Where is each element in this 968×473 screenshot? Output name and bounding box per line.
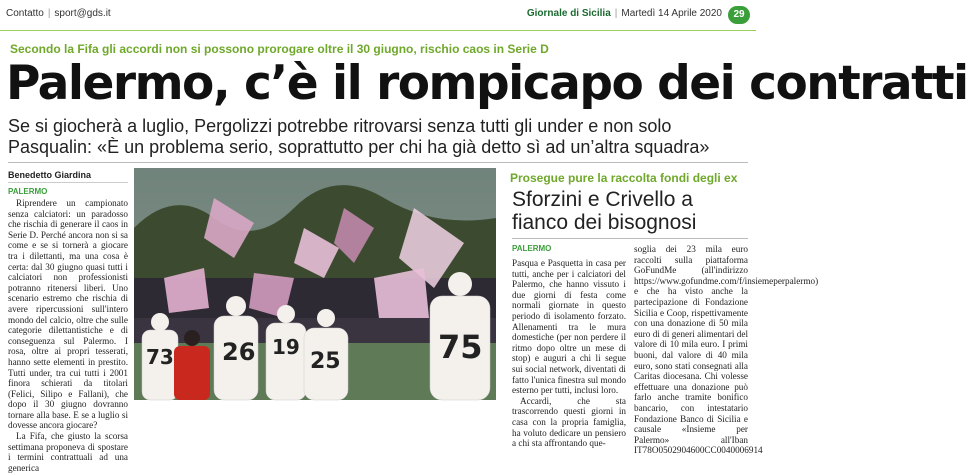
jersey-number: 73 xyxy=(146,345,174,369)
sidebar-body-right xyxy=(634,244,819,456)
match-photo xyxy=(134,168,496,400)
body-paragraph: Accardi, che sta trascorrendo questi giorni in casa con la propria famiglia, ha voluto dedicare un pensiero a chi sta affrontando que- xyxy=(512,395,626,449)
body-paragraph: La Fifa, che giusto la scorsa settimana proponeva di spostare i termini contrattuali ad una generica xyxy=(8,431,128,473)
page-header xyxy=(0,0,756,28)
sidebar-kicker: Prosegue pure la raccolta fondi degli ex xyxy=(510,171,738,185)
sidebar-divider xyxy=(512,238,748,239)
body-paragraph: Riprendere un campionato senza calciatori: un paradosso che rischia di generare il caos in Serie D. Perché ancora non si sa come e se si tornerà a giocare tra i dilettanti, ma una cosa è certa: dal 30 giugno quasi tutti i calciatori non professionisti potranno ritenersi liberi. Uno scenario estremo che rischia di avere ripercussioni sull'intero mondo del calcio, oltre che sulle categorie dilettantistiche e di conseguenza sul Palermo. I rosa, oltre ai propri tesserati, hanno sette elementi in prestito. Tutti under, tra cui tutti i 2001 finora schierati da titolari (Felici, Silipo e Fallani), che dopo il 30 giugno dovranno tornare alla base. E se a luglio si dovesse ancora giocare? xyxy=(8,198,128,431)
jersey-number: 75 xyxy=(438,328,483,366)
page-number-badge: 29 xyxy=(728,6,750,24)
section-divider xyxy=(8,162,748,163)
contact-label: Contatto xyxy=(6,8,44,19)
sidebar-title: Sforzini e Crivello a fianco dei bisognosi xyxy=(512,188,697,234)
issue-date: Martedì 14 Aprile 2020 xyxy=(621,8,722,19)
jersey-number: 25 xyxy=(310,349,341,374)
body-paragraph: Pasqua e Pasquetta in casa per tutti, anche per i calciatori del Palermo, che hanno vissuto i due giorni di festa come normali giornate in questo periodo di isolamento forzato. Allenamenti tra le mura domestiche (per non perdere il ritmo dopo oltre un mese di stop) e auguri a chi li segue sui social network, diventati di fatto l'unica finestra sul mondo esterno per tutti, inclusi loro. xyxy=(512,258,626,396)
article-deck: Se si giocherà a luglio, Pergolizzi potrebbe ritrovarsi senza tutti gli under e non solo Pasqualin: «È un problema serio, soprattutto per chi ha già detto sì ad un’altra squadra» xyxy=(8,116,710,157)
masthead-info: Giornale di Sicilia | Martedì 14 Aprile 2020 xyxy=(526,8,722,19)
article-dateline: PALERMO xyxy=(8,187,48,196)
contact-info: Contatto | sport@gds.it xyxy=(6,8,111,19)
jersey-number: 19 xyxy=(272,335,300,359)
article-headline: Palermo, c’è il rompicapo dei contratti xyxy=(6,56,968,111)
header-divider xyxy=(0,30,756,31)
article-byline: Benedetto Giardina xyxy=(8,170,92,180)
sidebar-body-left xyxy=(512,258,626,449)
photo-illustration xyxy=(134,168,496,400)
article-body xyxy=(8,198,128,473)
jersey-number: 26 xyxy=(222,338,256,366)
body-paragraph: soglia dei 23 mila euro raccolti sulla piattaforma GoFundMe (all'indirizzo https://www.gofundme.com/f/insiemeperpalermo) e che ha visto anche la partecipazione di Fondazione Sicilia e Coop, rispettivamente con una donazione di 50 mila euro di di generi alimentari del valore di 10 mila euro. I primi buoni, dal valore di 40 mila euro, sono stati consegnati alla Caritas diocesana. Chi volesse effettuare una donazione può farlo anche tramite bonifico bancario, con intestatario Fondazione Banco di Sicilia e causale «Insieme per Palermo» all'Iban IT78O0502904600CC0040006914 xyxy=(634,244,819,456)
article-kicker: Secondo la Fifa gli accordi non si possono prorogare oltre il 30 giugno, rischio caos in Serie D xyxy=(10,42,549,56)
newspaper-name: Giornale di Sicilia xyxy=(526,8,611,19)
sidebar-dateline: PALERMO xyxy=(512,244,552,253)
byline-divider xyxy=(8,182,128,183)
contact-email[interactable]: sport@gds.it xyxy=(54,8,111,19)
